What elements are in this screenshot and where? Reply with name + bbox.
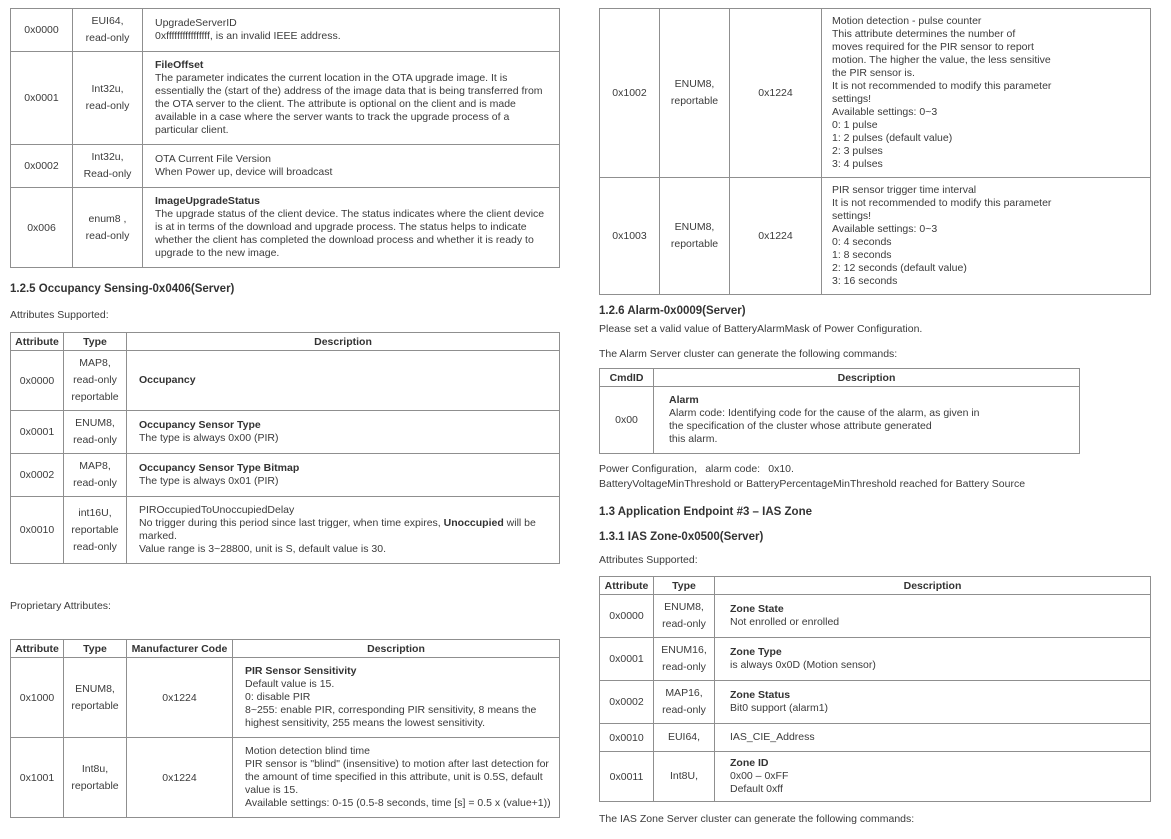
- type-cell: [654, 724, 715, 752]
- attr-cell: 0x0000: [11, 351, 64, 411]
- text-segment: PIR sensor is "blind" (insensitive) to motion after last detection for the amount of time specified in this attribute, unit is 0.5S, default value is 15.: [245, 758, 549, 796]
- text-segment: Zone Type: [730, 646, 782, 658]
- description-line: [832, 223, 1142, 236]
- type-line: reportable: [670, 95, 719, 107]
- type-cell: [64, 411, 127, 454]
- section-heading-ias-zone: 1.3.1 IAS Zone-0x0500(Server): [599, 531, 764, 543]
- description-line: [669, 407, 1071, 420]
- table-header-row: [11, 333, 560, 351]
- description-cell: [127, 411, 560, 454]
- text-segment: 0: disable PIR: [245, 691, 311, 703]
- attr-cell: 0x0002: [11, 454, 64, 497]
- description-line: [245, 665, 551, 678]
- description-line: [832, 15, 1142, 28]
- description-line: [730, 646, 1142, 659]
- text-segment: PIROccupiedToUnoccupiedDelay: [139, 504, 295, 516]
- description-cell: [127, 497, 560, 564]
- type-cell: [73, 52, 143, 145]
- text-segment: 8~255: enable PIR, corresponding PIR sensitivity, 8 means the highest sensitivity, 255 means the lowest sensitivity.: [245, 704, 537, 729]
- description-line: [730, 770, 1142, 783]
- manuf-cell: 0x1224: [730, 9, 822, 178]
- text-segment: OTA Current File Version: [155, 153, 271, 165]
- table-row: [11, 52, 560, 145]
- description-line: [155, 72, 551, 137]
- description-line: [669, 420, 1071, 433]
- description-line: [139, 374, 551, 387]
- text-segment: This attribute determines the number of: [832, 28, 1016, 40]
- column-header: Attribute: [11, 640, 64, 658]
- text-segment: Alarm: [669, 394, 699, 406]
- description-line: [245, 745, 551, 758]
- type-cell: [73, 145, 143, 188]
- type-line: read-only: [662, 661, 706, 673]
- description-line: [245, 691, 551, 704]
- attr-cell: 0x006: [11, 188, 73, 268]
- type-line: MAP8,: [79, 357, 111, 369]
- description-line: [832, 41, 1142, 54]
- table-row: [600, 752, 1151, 802]
- text-segment: Alarm code: Identifying code for the cause of the alarm, as given in: [669, 407, 980, 419]
- text-segment: Occupancy Sensor Type: [139, 419, 261, 431]
- proprietary-attributes-label: Proprietary Attributes:: [10, 600, 111, 612]
- text-segment: this alarm.: [669, 433, 718, 445]
- description-cell: [715, 724, 1151, 752]
- right-column: [599, 8, 1151, 826]
- description-line: [669, 394, 1071, 407]
- column-header: CmdID: [600, 369, 654, 387]
- description-line: [832, 106, 1142, 119]
- type-line: MAP8,: [79, 460, 111, 472]
- description-cell: [233, 658, 560, 738]
- attr-cell: 0x0000: [600, 595, 654, 638]
- attr-cell: 0x0011: [600, 752, 654, 802]
- type-line: ENUM8,: [674, 78, 715, 90]
- column-header: Manufacturer Code: [127, 640, 233, 658]
- type-cell: [64, 351, 127, 411]
- type-line: reportable: [71, 523, 119, 536]
- type-line: Int32u,: [91, 151, 124, 163]
- description-line: [832, 132, 1142, 145]
- text-segment: 0x00 – 0xFF: [730, 770, 789, 782]
- type-cell: [64, 658, 127, 738]
- attr-cell: 0x0010: [11, 497, 64, 564]
- cmd-cell: 0x00: [600, 387, 654, 454]
- attr-cell: 0x0002: [11, 145, 73, 188]
- description-line: [832, 197, 1142, 210]
- description-line: [730, 689, 1142, 702]
- table-row: [11, 351, 560, 411]
- type-line: Read-only: [83, 168, 132, 180]
- text-segment: 2: 12 seconds (default value): [832, 262, 967, 274]
- text-segment: motion. The higher the value, the less sensitive: [832, 54, 1051, 66]
- text-segment: PIR Sensor Sensitivity: [245, 665, 357, 677]
- description-line: [155, 208, 551, 260]
- text-segment: Not enrolled or enrolled: [730, 616, 840, 628]
- type-line: EUI64,: [667, 731, 701, 743]
- section-heading-application-endpoint-3: 1.3 Application Endpoint #3 – IAS Zone: [599, 506, 812, 518]
- text-segment: FileOffset: [155, 59, 204, 71]
- type-line: read-only: [85, 32, 130, 44]
- attr-cell: 0x0001: [11, 52, 73, 145]
- description-line: [155, 195, 551, 208]
- description-line: [832, 145, 1142, 158]
- text-segment: 0xffffffffffffffff, is an invalid IEEE address.: [155, 30, 341, 42]
- table-row: [600, 681, 1151, 724]
- text-segment: 1: 8 seconds: [832, 249, 892, 261]
- table-row: [600, 638, 1151, 681]
- text-segment: No trigger during this period since last trigger, when time expires,: [139, 517, 444, 529]
- text-segment: Default value is 15.: [245, 678, 335, 690]
- type-cell: [654, 681, 715, 724]
- type-cell: [654, 752, 715, 802]
- column-header: Type: [64, 640, 127, 658]
- type-cell: [73, 9, 143, 52]
- type-line: Int32u,: [91, 83, 124, 95]
- column-header: Description: [233, 640, 560, 658]
- description-line: [139, 432, 551, 445]
- type-line: ENUM16,: [661, 644, 707, 656]
- description-cell: [127, 351, 560, 411]
- type-line: read-only: [662, 618, 706, 630]
- description-line: [139, 517, 551, 543]
- power-configuration-note: Power Configuration, alarm code: 0x10.: [599, 463, 794, 475]
- description-cell: [143, 145, 560, 188]
- type-line: read-only: [73, 540, 117, 553]
- type-line: read-only: [73, 477, 117, 489]
- left-column: [10, 8, 560, 818]
- text-segment: Occupancy: [139, 374, 196, 386]
- description-line: [730, 659, 1142, 672]
- text-segment: UpgradeServerID: [155, 17, 237, 29]
- ias-commands-intro: The IAS Zone Server cluster can generate the following commands:: [599, 813, 915, 825]
- description-cell: [715, 752, 1151, 802]
- text-segment: settings!: [832, 210, 872, 222]
- attr-cell: 0x0001: [600, 638, 654, 681]
- type-cell: [654, 638, 715, 681]
- description-line: [832, 119, 1142, 132]
- description-line: [832, 158, 1142, 171]
- description-line: [139, 543, 551, 556]
- text-segment: Value range is 3~28800, unit is S, default value is 30.: [139, 543, 387, 555]
- table-header-row: [600, 369, 1080, 387]
- type-cell: [660, 178, 730, 295]
- type-line: int16U,: [78, 506, 112, 519]
- attributes-supported-label: Attributes Supported:: [599, 554, 698, 566]
- text-segment: 3: 16 seconds: [832, 275, 898, 287]
- text-segment: the specification of the cluster whose attribute generated: [669, 420, 932, 432]
- description-line: [139, 504, 551, 517]
- ota-upgrade-attributes-table: [10, 8, 560, 268]
- table-row: [11, 738, 560, 818]
- type-line: read-only: [662, 704, 706, 716]
- table-row: [11, 411, 560, 454]
- type-line: reportable: [71, 391, 119, 403]
- type-line: MAP16,: [665, 687, 703, 699]
- text-segment: Motion detection - pulse counter: [832, 15, 982, 27]
- table-row: [11, 145, 560, 188]
- manuf-cell: 0x1224: [127, 658, 233, 738]
- type-cell: [64, 454, 127, 497]
- description-line: [832, 80, 1142, 93]
- text-segment: will be marked.: [139, 517, 536, 542]
- table-row: [600, 178, 1151, 295]
- description-cell: [654, 387, 1080, 454]
- type-line: read-only: [85, 229, 130, 242]
- attr-cell: 0x0002: [600, 681, 654, 724]
- manuf-cell: 0x1224: [730, 178, 822, 295]
- description-line: [155, 17, 551, 30]
- attr-cell: 0x0010: [600, 724, 654, 752]
- type-line: read-only: [85, 100, 130, 112]
- column-header: Description: [715, 577, 1151, 595]
- description-line: [155, 153, 551, 166]
- text-segment: Zone Status: [730, 689, 791, 701]
- description-line: [730, 731, 1142, 744]
- type-line: enum8 ,: [88, 212, 127, 225]
- description-line: [832, 236, 1142, 249]
- description-line: [139, 419, 551, 432]
- text-segment: settings!: [832, 93, 872, 105]
- text-segment: PIR sensor trigger time interval: [832, 184, 977, 196]
- table-row: [600, 724, 1151, 752]
- description-line: [832, 184, 1142, 197]
- description-cell: [715, 681, 1151, 724]
- table-header-row: [600, 577, 1151, 595]
- occupancy-attributes-table: [10, 332, 560, 564]
- description-cell: [822, 9, 1151, 178]
- description-line: [155, 166, 551, 179]
- text-segment: 3: 4 pulses: [832, 158, 883, 170]
- text-segment: Occupancy Sensor Type Bitmap: [139, 462, 300, 474]
- type-line: ENUM8,: [75, 682, 115, 695]
- text-segment: 0: 1 pulse: [832, 119, 878, 131]
- description-line: [669, 433, 1071, 446]
- description-line: [832, 28, 1142, 41]
- type-line: read-only: [73, 434, 117, 446]
- text-segment: The type is always 0x00 (PIR): [139, 432, 279, 444]
- type-line: EUI64,: [91, 15, 124, 27]
- table-row: [600, 387, 1080, 454]
- type-cell: [73, 188, 143, 268]
- text-segment: Default 0xff: [730, 783, 783, 795]
- text-segment: The parameter indicates the current location in the OTA upgrade image. It is essentially the (start of the) address of the image data that is being transferred from the OTA server to the client. The attribute is optional on the client and is made available in a case where the server wants to track the upgrade process of a particular client.: [155, 72, 543, 136]
- description-line: [245, 797, 551, 810]
- description-line: [730, 616, 1142, 629]
- type-line: ENUM8,: [75, 417, 115, 429]
- type-line: reportable: [71, 699, 119, 712]
- description-line: [832, 262, 1142, 275]
- table-row: [600, 9, 1151, 178]
- text-segment: the PIR sensor is.: [832, 67, 915, 79]
- type-cell: [64, 738, 127, 818]
- table-row: [11, 497, 560, 564]
- description-cell: [822, 178, 1151, 295]
- proprietary-attributes-table-continued: [599, 8, 1151, 295]
- text-segment: Zone State: [730, 603, 784, 615]
- section-heading-alarm: 1.2.6 Alarm-0x0009(Server): [599, 305, 746, 317]
- description-line: [730, 783, 1142, 796]
- ias-zone-attributes-table: [599, 576, 1151, 802]
- description-line: [245, 704, 551, 730]
- column-header: Type: [64, 333, 127, 351]
- table-row: [11, 658, 560, 738]
- column-header: Attribute: [11, 333, 64, 351]
- description-line: [832, 210, 1142, 223]
- attr-cell: 0x1000: [11, 658, 64, 738]
- description-cell: [143, 52, 560, 145]
- text-segment: Unoccupied: [443, 517, 504, 529]
- type-line: ENUM8,: [674, 221, 715, 233]
- type-line: ENUM8,: [664, 601, 704, 613]
- description-line: [730, 702, 1142, 715]
- text-segment: The type is always 0x01 (PIR): [139, 475, 279, 487]
- text-segment: IAS_CIE_Address: [730, 731, 815, 743]
- text-segment: ImageUpgradeStatus: [155, 195, 261, 207]
- attr-cell: 0x0001: [11, 411, 64, 454]
- text-segment: It is not recommended to modify this parameter: [832, 80, 1052, 92]
- text-segment: Motion detection blind time: [245, 745, 370, 757]
- description-line: [245, 678, 551, 691]
- attr-cell: 0x1002: [600, 9, 660, 178]
- description-cell: [143, 9, 560, 52]
- type-line: reportable: [670, 238, 719, 250]
- type-cell: [654, 595, 715, 638]
- description-line: [832, 249, 1142, 262]
- table-row: [11, 454, 560, 497]
- column-header: Type: [654, 577, 715, 595]
- table-row: [11, 9, 560, 52]
- battery-alarm-mask-note: Please set a valid value of BatteryAlarmMask of Power Configuration.: [599, 323, 923, 335]
- description-line: [730, 603, 1142, 616]
- description-line: [245, 758, 551, 797]
- description-cell: [143, 188, 560, 268]
- description-line: [730, 757, 1142, 770]
- type-cell: [64, 497, 127, 564]
- alarm-commands-table: [599, 368, 1080, 454]
- proprietary-attributes-table: [10, 639, 560, 818]
- type-line: reportable: [71, 779, 119, 792]
- table-row: [11, 188, 560, 268]
- type-line: read-only: [73, 374, 117, 386]
- type-line: Int8u,: [81, 762, 109, 775]
- description-cell: [715, 595, 1151, 638]
- text-segment: Available settings: 0-15 (0.5-8 seconds, time [s] = 0.5 x (value+1)): [245, 797, 551, 809]
- column-header: Description: [654, 369, 1080, 387]
- attributes-supported-label: Attributes Supported:: [10, 309, 109, 321]
- text-segment: is always 0x0D (Motion sensor): [730, 659, 876, 671]
- description-cell: [715, 638, 1151, 681]
- table-header-row: [11, 640, 560, 658]
- text-segment: 2: 3 pulses: [832, 145, 883, 157]
- description-line: [832, 275, 1142, 288]
- text-segment: Available settings: 0~3: [832, 223, 938, 235]
- text-segment: It is not recommended to modify this parameter: [832, 197, 1052, 209]
- column-header: Attribute: [600, 577, 654, 595]
- description-line: [832, 93, 1142, 106]
- description-line: [139, 475, 551, 488]
- type-cell: [660, 9, 730, 178]
- text-segment: moves required for the PIR sensor to report: [832, 41, 1034, 53]
- text-segment: Zone ID: [730, 757, 769, 769]
- text-segment: The upgrade status of the client device. The status indicates where the client device is at in terms of the download and upgrade process. The status helps to indicate whether the client has completed the download process and whether it is ready to upgrade to the new image.: [155, 208, 545, 259]
- text-segment: Bit0 support (alarm1): [730, 702, 829, 714]
- description-cell: [233, 738, 560, 818]
- text-segment: 0: 4 seconds: [832, 236, 892, 248]
- text-segment: When Power up, device will broadcast: [155, 166, 333, 178]
- text-segment: Available settings: 0~3: [832, 106, 938, 118]
- section-heading-occupancy-sensing: 1.2.5 Occupancy Sensing-0x0406(Server): [10, 283, 235, 295]
- column-header: Description: [127, 333, 560, 351]
- description-line: [155, 59, 551, 72]
- attr-cell: 0x0000: [11, 9, 73, 52]
- description-line: [832, 54, 1142, 67]
- table-row: [600, 595, 1151, 638]
- description-line: [139, 462, 551, 475]
- description-line: [832, 67, 1142, 80]
- attr-cell: 0x1003: [600, 178, 660, 295]
- alarm-commands-intro: The Alarm Server cluster can generate the following commands:: [599, 348, 898, 360]
- manuf-cell: 0x1224: [127, 738, 233, 818]
- attr-cell: 0x1001: [11, 738, 64, 818]
- description-line: [155, 30, 551, 43]
- battery-threshold-note: BatteryVoltageMinThreshold or BatteryPercentageMinThreshold reached for Battery Source: [599, 478, 1026, 490]
- text-segment: 1: 2 pulses (default value): [832, 132, 953, 144]
- description-cell: [127, 454, 560, 497]
- type-line: Int8U,: [669, 770, 698, 782]
